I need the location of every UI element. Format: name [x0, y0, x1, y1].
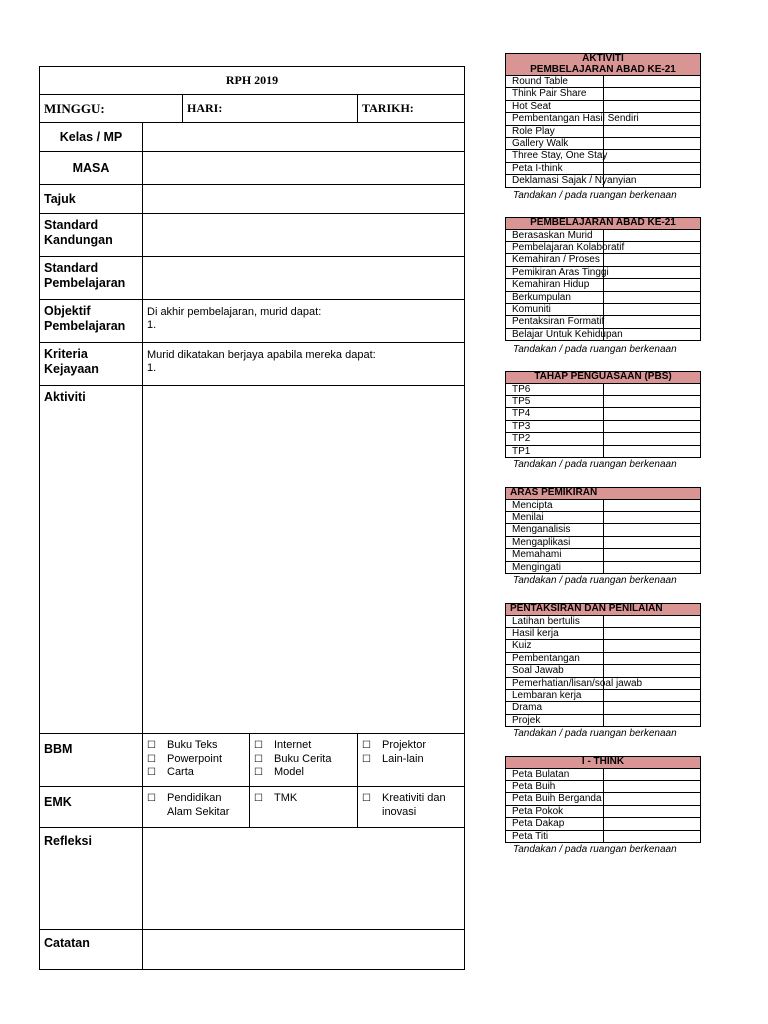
list-item: Round Table [506, 76, 604, 88]
note-text: Tandakan / pada ruangan berkenaan [513, 728, 677, 739]
tarikh-label: TARIKH: [358, 95, 465, 123]
kriteria-num: 1. [147, 362, 157, 374]
list-item: Projek [506, 714, 604, 726]
tick-cell[interactable] [603, 88, 701, 100]
sp-line-1: Standard [44, 261, 99, 275]
standard-pembelajaran-label [40, 257, 143, 300]
side-header-line-2: PEMBELAJARAN ABAD KE-21 [530, 63, 676, 75]
side-table-aktiviti-abad-21 [505, 53, 701, 188]
emk-pendidikan: Pendidikan [167, 792, 222, 804]
page-title: RPH 2019 [40, 67, 465, 95]
list-item: Mencipta [506, 499, 604, 511]
tick-cell[interactable] [603, 291, 701, 303]
bbm-col-2 [250, 734, 358, 787]
bbm-buku-teks: Buku Teks [167, 739, 218, 751]
emk-col-3 [358, 787, 465, 828]
list-item: Hot Seat [506, 100, 604, 112]
tick-cell[interactable] [603, 138, 701, 150]
tick-cell[interactable] [603, 549, 701, 561]
list-item: Latihan bertulis [506, 615, 604, 627]
list-item: Peta Buih [506, 780, 604, 792]
tick-cell[interactable] [603, 536, 701, 548]
list-item: Drama [506, 702, 604, 714]
list-item: Pemikiran Aras Tinggi [506, 266, 604, 278]
checkbox-icon[interactable]: ☐ [147, 753, 156, 765]
rph-main-table [39, 66, 465, 970]
checkbox-icon[interactable]: ☐ [254, 767, 263, 778]
objektif-num: 1. [147, 319, 157, 331]
masa-label: MASA [40, 152, 143, 185]
note-text: Tandakan / pada ruangan berkenaan [513, 344, 677, 355]
side-table-i-think [505, 756, 701, 843]
tick-cell[interactable] [603, 615, 701, 627]
tick-cell[interactable] [603, 229, 701, 241]
standard-kandungan-field[interactable] [143, 214, 465, 257]
tick-cell[interactable] [603, 561, 701, 573]
side-table-aras-pemikiran [505, 487, 701, 574]
side-header-line-1: AKTIVITI [582, 53, 624, 64]
tick-cell[interactable] [603, 793, 701, 805]
tick-cell[interactable] [603, 254, 701, 266]
tick-cell[interactable] [603, 266, 701, 278]
objektif-label [40, 300, 143, 343]
emk-tmk: TMK [274, 792, 298, 804]
checkbox-icon[interactable]: ☐ [147, 767, 156, 778]
list-item: Deklamasi Sajak / Nyanyian [506, 175, 604, 187]
bbm-col-3 [358, 734, 465, 787]
list-item: Kemahiran / Proses [506, 254, 604, 266]
list-item: Pemerhatian/lisan/soal jawab [506, 677, 604, 689]
list-item: Hasil kerja [506, 627, 604, 639]
tick-cell[interactable] [603, 395, 701, 407]
list-item: Lembaran kerja [506, 689, 604, 701]
standard-pembelajaran-field[interactable] [143, 257, 465, 300]
checkbox-icon[interactable]: ☐ [254, 753, 263, 765]
emk-col-1 [143, 787, 250, 828]
list-item: Kuiz [506, 640, 604, 652]
side-table-pentaksiran [505, 603, 701, 727]
list-item: Role Play [506, 125, 604, 137]
kelas-label: Kelas / MP [40, 123, 143, 152]
list-item: Belajar Untuk Kehidupan [506, 328, 604, 340]
list-item: TP2 [506, 433, 604, 445]
tick-cell[interactable] [603, 714, 701, 726]
tick-cell[interactable] [603, 420, 701, 432]
kriteria-label [40, 343, 143, 386]
sp-line-2: Pembelajaran [44, 276, 126, 290]
list-item: TP3 [506, 420, 604, 432]
list-item: TP4 [506, 408, 604, 420]
tick-cell[interactable] [603, 689, 701, 701]
tick-cell[interactable] [603, 652, 701, 664]
list-item: TP1 [506, 445, 604, 457]
tajuk-field[interactable] [143, 185, 465, 214]
list-item: Peta I-think [506, 162, 604, 174]
aktiviti-label: Aktiviti [40, 386, 143, 734]
tick-cell[interactable] [603, 768, 701, 780]
objektif-text: Di akhir pembelajaran, murid dapat: [147, 306, 322, 318]
list-item: TP5 [506, 395, 604, 407]
list-item: Peta Titi [506, 830, 604, 842]
checkbox-icon[interactable]: ☐ [147, 740, 156, 751]
list-item: Mengingati [506, 561, 604, 573]
tick-cell[interactable] [603, 445, 701, 457]
tick-cell[interactable] [603, 499, 701, 511]
tick-cell[interactable] [603, 279, 701, 291]
bbm-buku-cerita: Buku Cerita [274, 752, 332, 765]
list-item: Menilai [506, 511, 604, 523]
minggu-label: MINGGU: [40, 95, 183, 123]
masa-field[interactable] [143, 152, 465, 185]
tick-cell[interactable] [603, 780, 701, 792]
checkbox-icon[interactable]: ☐ [362, 753, 371, 765]
bbm-model: Model [274, 766, 304, 778]
emk-kreativiti: Kreativiti dan [382, 792, 446, 804]
side-header [506, 54, 701, 76]
emk-label: EMK [40, 787, 143, 828]
side-header: PEMBELAJARAN ABAD KE-21 [506, 218, 701, 230]
op-line-1: Objektif [44, 304, 91, 318]
checkbox-icon[interactable]: ☐ [362, 793, 371, 804]
bbm-internet: Internet [274, 739, 312, 751]
checkbox-icon[interactable]: ☐ [254, 793, 263, 804]
tick-cell[interactable] [603, 805, 701, 817]
side-table-tahap-penguasaan [505, 371, 701, 458]
note-text: Tandakan / pada ruangan berkenaan [513, 459, 677, 470]
list-item: Peta Buih Berganda [506, 793, 604, 805]
tick-cell[interactable] [603, 818, 701, 830]
bbm-powerpoint: Powerpoint [167, 752, 223, 765]
list-item: Mengaplikasi [506, 536, 604, 548]
tick-cell[interactable] [603, 627, 701, 639]
list-item: Kemahiran Hidup [506, 279, 604, 291]
tick-cell[interactable] [603, 100, 701, 112]
side-header: ARAS PEMIKIRAN [506, 488, 701, 500]
emk-alam-sekitar: Alam Sekitar [167, 805, 230, 818]
catatan-label: Catatan [40, 930, 143, 970]
catatan-field[interactable] [143, 930, 465, 970]
list-item: Pembentangan [506, 652, 604, 664]
side-header: PENTAKSIRAN DAN PENILAIAN [506, 604, 701, 616]
refleksi-field[interactable] [143, 828, 465, 930]
kriteria-field[interactable] [143, 343, 465, 386]
tick-cell[interactable] [603, 383, 701, 395]
aktiviti-field[interactable] [143, 386, 465, 734]
tick-cell[interactable] [603, 162, 701, 174]
tick-cell[interactable] [603, 408, 701, 420]
side-table-abad-21 [505, 217, 701, 341]
note-text: Tandakan / pada ruangan berkenaan [513, 190, 677, 201]
list-item: Menganalisis [506, 524, 604, 536]
list-item: Memahami [506, 549, 604, 561]
list-item: Berkumpulan [506, 291, 604, 303]
list-item: Peta Dakap [506, 818, 604, 830]
checkbox-icon[interactable]: ☐ [147, 793, 156, 804]
list-item: Komuniti [506, 303, 604, 315]
list-item: Three Stay, One Stay [506, 150, 604, 162]
tick-cell[interactable] [603, 433, 701, 445]
tick-cell[interactable] [603, 511, 701, 523]
list-item: Think Pair Share [506, 88, 604, 100]
hari-label: HARI: [183, 95, 358, 123]
bbm-col-1 [143, 734, 250, 787]
kelas-field[interactable] [143, 123, 465, 152]
tick-cell[interactable] [603, 524, 701, 536]
list-item: Pembelajaran Kolaboratif [506, 241, 604, 253]
tick-cell[interactable] [603, 150, 701, 162]
list-item: TP6 [506, 383, 604, 395]
kk-line-2: Kejayaan [44, 362, 99, 376]
tick-cell[interactable] [603, 702, 701, 714]
sk-line-2: Kandungan [44, 233, 113, 247]
bbm-carta: Carta [167, 766, 194, 778]
list-item: Berasaskan Murid [506, 229, 604, 241]
kk-line-1: Kriteria [44, 347, 88, 361]
list-item: Gallery Walk [506, 138, 604, 150]
tajuk-label: Tajuk [40, 185, 143, 214]
tick-cell[interactable] [603, 76, 701, 88]
list-item: Soal Jawab [506, 665, 604, 677]
tick-cell[interactable] [603, 830, 701, 842]
note-text: Tandakan / pada ruangan berkenaan [513, 844, 677, 855]
side-header: TAHAP PENGUASAAN (PBS) [506, 372, 701, 384]
bbm-projektor: Projektor [382, 739, 427, 751]
list-item: Pembentangan Hasil Sendiri [506, 113, 604, 125]
tick-cell[interactable] [603, 303, 701, 315]
objektif-field[interactable] [143, 300, 465, 343]
side-header: I - THINK [506, 757, 701, 769]
list-item: Peta Pokok [506, 805, 604, 817]
checkbox-icon[interactable]: ☐ [254, 740, 263, 751]
list-item: Pentaksiran Formatif [506, 316, 604, 328]
note-text: Tandakan / pada ruangan berkenaan [513, 575, 677, 586]
standard-kandungan-label [40, 214, 143, 257]
op-line-2: Pembelajaran [44, 319, 126, 333]
sk-line-1: Standard [44, 218, 99, 232]
bbm-label: BBM [40, 734, 143, 787]
tick-cell[interactable] [603, 316, 701, 328]
checkbox-icon[interactable]: ☐ [362, 740, 371, 751]
emk-inovasi: inovasi [382, 805, 417, 818]
emk-col-2 [250, 787, 358, 828]
bbm-lain-lain: Lain-lain [382, 752, 424, 765]
list-item: Peta Bulatan [506, 768, 604, 780]
tick-cell[interactable] [603, 665, 701, 677]
refleksi-label: Refleksi [40, 828, 143, 930]
tick-cell[interactable] [603, 640, 701, 652]
kriteria-text: Murid dikatakan berjaya apabila mereka dapat: [147, 349, 376, 361]
tick-cell[interactable] [603, 125, 701, 137]
